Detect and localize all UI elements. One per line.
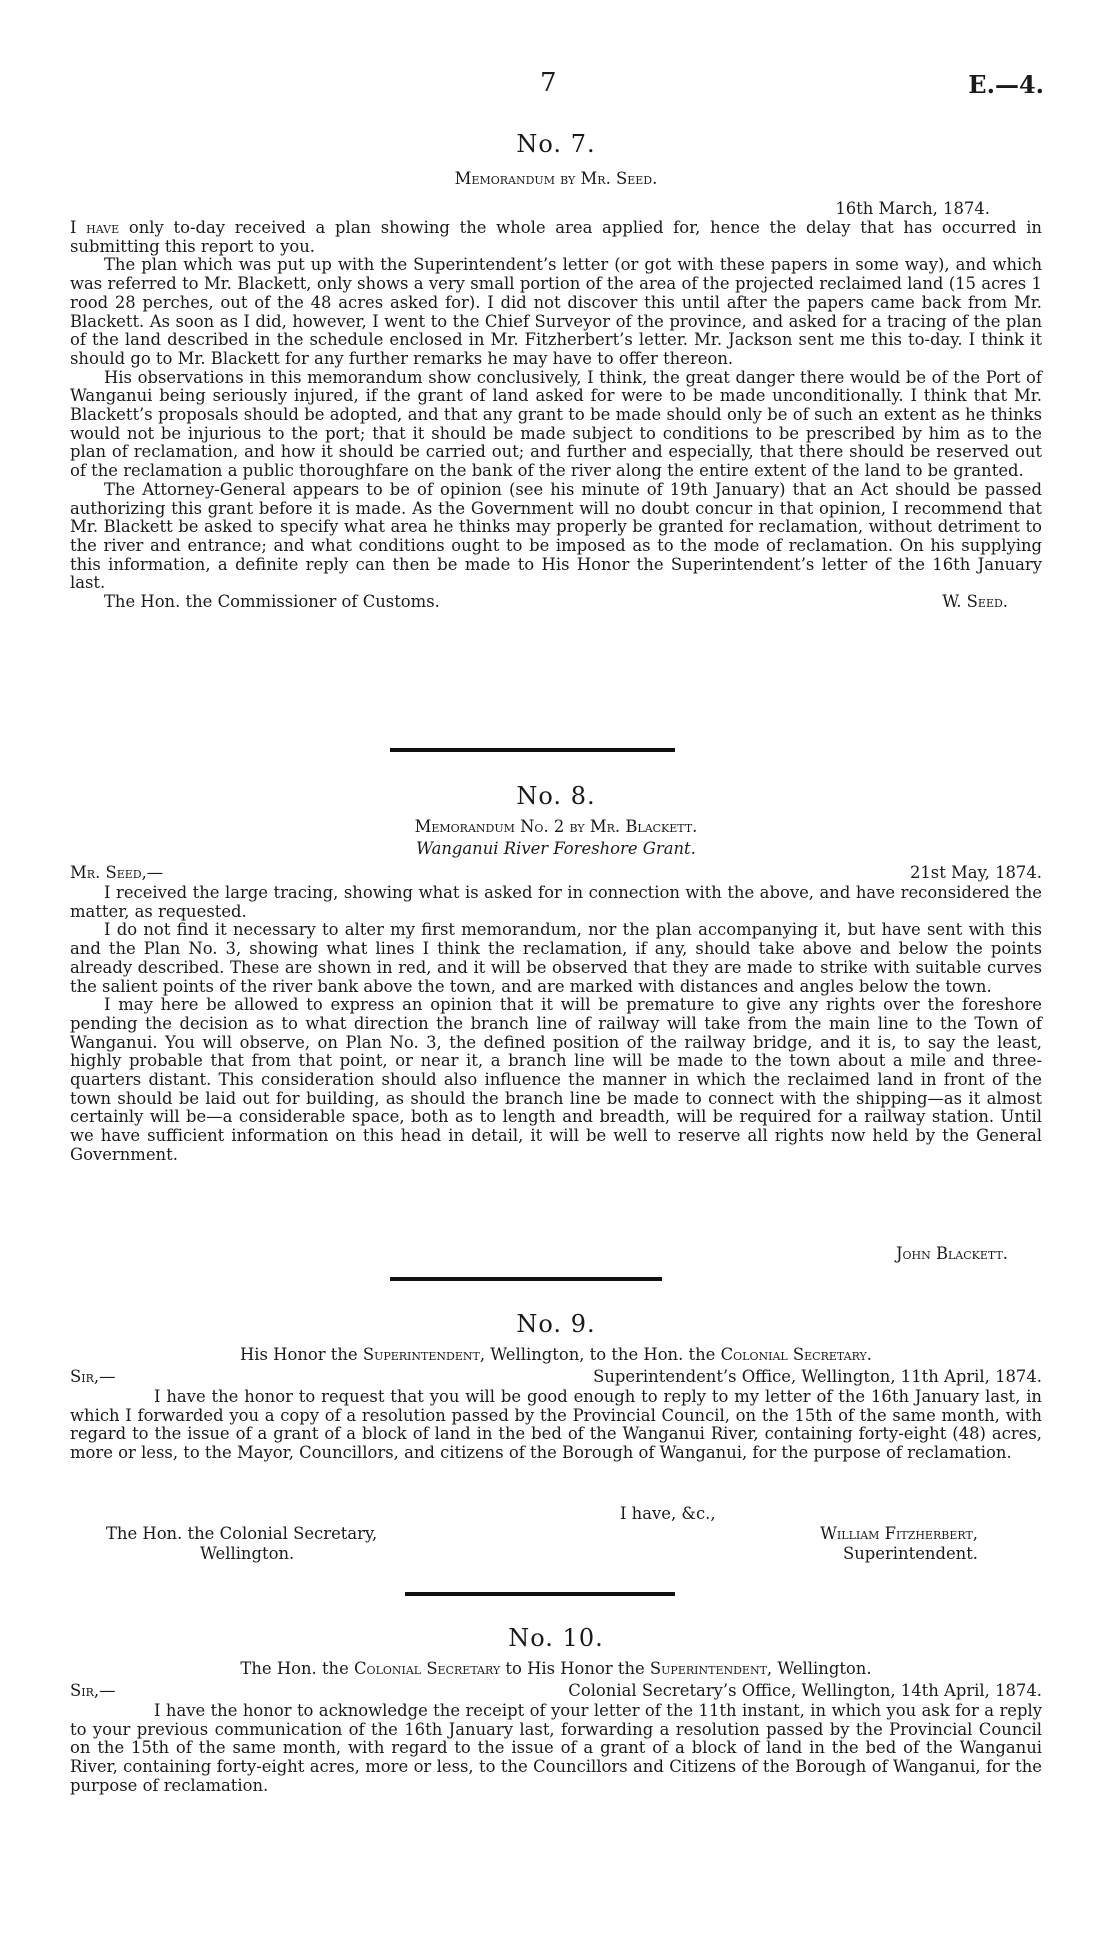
section-7-addressee: The Hon. the Commissioner of Customs. (104, 592, 440, 612)
section-divider (390, 1277, 662, 1281)
section-9-addressee-city: Wellington. (200, 1544, 295, 1563)
section-9-title-part: Colonial Secretary. (720, 1345, 872, 1364)
section-7-paragraph-3: His observations in this memorandum show conclusively, I think, the great danger there would be of the Port of Wanganui being seriously injured, if the grant of land asked for were to be made unconditionally. I think that Mr. Blackett’s proposals should be adopted, and that any grant to be made should only be of such an extent as he thinks would not be injurious to the port; that it should be made subject to conditions to be prescribed by him as to the plan of reclamation, and how it should be carried out; and further and especially, that there should be reserved out of the reclamation a public thoroughfare on the bank of the river along the entire extent of the land to be granted. (70, 367, 1042, 481)
section-10-title (70, 1660, 1042, 1679)
section-7-body (70, 219, 1042, 612)
section-9-closing: I have, &c., (620, 1504, 716, 1523)
document-code: E.—4. (968, 70, 1044, 99)
section-8-paragraph-1: I received the large tracing, showing what is asked for in connection with the above, and have reconsidered the matter, as requested. (70, 883, 1042, 921)
section-9-signature-name: William Fitzherbert, (820, 1524, 978, 1543)
section-10-body (70, 1702, 1042, 1796)
section-10-paragraph-1: I have the honor to acknowledge the receipt of your letter of the 11th instant, in which you ask for a reply to your previous communication of the 16th January last, forwarding a resolution passed by the Provincial Council on the 15th of the same month, with regard to the issue of a grant of a block of land in the bed of the Wanganui River, containing forty-eight acres, more or less, to the Councillors and Citizens of the Borough of Wanganui, for the purpose of reclamation. (70, 1701, 1042, 1795)
section-9-signature-title: Superintendent. (843, 1544, 978, 1563)
section-divider (405, 1592, 675, 1596)
section-10-title-part: Superintendent (649, 1659, 767, 1678)
section-10-number: No. 10. (508, 1624, 604, 1652)
section-9-salutation: Sir,— (70, 1367, 116, 1386)
section-9-signoff-row-2 (200, 1545, 978, 1564)
section-7-lead: I have (70, 218, 120, 237)
section-9-title-part: Superintendent (362, 1345, 480, 1364)
section-7-signature: W. Seed. (942, 592, 1008, 612)
section-7-title: Memorandum by Mr. Seed. (454, 169, 658, 188)
section-8-title: Memorandum No. 2 by Mr. Blackett. (414, 817, 698, 836)
section-8-date: 21st May, 1874. (909, 863, 1042, 882)
section-10-title-part: Colonial Secretary (354, 1659, 501, 1678)
section-9-place-date: Superintendent’s Office, Wellington, 11th April, 1874. (593, 1367, 1042, 1386)
section-9-paragraph-1: I have the honor to request that you will be good enough to reply to my letter of the 16th January last, in which I forwarded you a copy of a resolution passed by the Provincial Council, on the 15th of the same month, with regard to the issue of a grant of a block of land in the bed of the Wanganui River, containing forty-eight (48) acres, more or less, to the Mayor, Councillors, and citizens of the Borough of Wanganui, for the purpose of reclamation. (70, 1387, 1042, 1463)
section-8-signature: John Blackett. (895, 1244, 1008, 1263)
section-10-salutation: Sir,— (70, 1681, 116, 1700)
section-10-title-part: The Hon. the (240, 1659, 355, 1678)
section-7-paragraph-4: The Attorney-General appears to be of opinion (see his minute of 19th January) that an Act should be passed authorizing this grant before it is made. As the Government will no doubt concur in that opinion, I recommend that Mr. Blackett be asked to specify what area he thinks may properly be granted for reclamation, without detriment to the river and entrance; and what conditions ought to be imposed as to the mode of reclamation. On his supplying this information, a definite reply can then be made to His Honor the Superintendent’s letter of the 16th January last. (70, 479, 1042, 593)
section-8-number: No. 8. (516, 782, 596, 810)
section-9-addressee: The Hon. the Colonial Secretary, (106, 1524, 378, 1543)
section-10-title-part: to His Honor the (500, 1659, 650, 1678)
section-8-paragraph-3: I may here be allowed to express an opinion that it will be premature to give any rights over the foreshore pending the decision as to what direction the branch line of railway will take from the main line to the Town of Wanganui. You will observe, on Plan No. 3, the defined position of the railway bridge, and it is, to say the least, highly probable that from that point, or near it, a branch line will be made to the town about a mile and three-quarters distant. This consideration should also influence the manner in which the reclaimed land in front of the town should be laid out for building, as should the branch line be made to connect with the shipping—as it almost certainly will be—a considerable space, both as to length and breadth, will be required for a railway station. Until we have sufficient information on this head in detail, it will be well to reserve all rights now held by the General Government. (70, 995, 1042, 1164)
section-8-body (70, 884, 1042, 1165)
section-9-title-part: , Wellington, to the Hon. the (479, 1345, 721, 1364)
section-9-body (70, 1388, 1042, 1463)
page-number: 7 (540, 68, 557, 98)
section-10-place-date: Colonial Secretary’s Office, Wellington, 14th April, 1874. (568, 1681, 1042, 1700)
section-9-title-part: His Honor the (240, 1345, 363, 1364)
section-8-salutation-row (70, 864, 1102, 883)
section-8-paragraph-2: I do not find it necessary to alter my first memorandum, nor the plan accompanying it, but have sent with this and the Plan No. 3, showing what lines I think the reclamation, if any, should take above and below the points already described. These are shown in red, and it will be observed that they are made to strike with suitable curves the salient points of the river bank above the town, and are marked with distances and angles below the town. (70, 920, 1042, 996)
section-10-title-part: , Wellington. (766, 1659, 872, 1678)
section-7-paragraph-1: only to-day received a plan showing the whole area applied for, hence the delay that has occurred in submitting this report to you. (70, 218, 1042, 256)
section-8-subtitle: Wanganui River Foreshore Grant. (416, 839, 696, 858)
section-8-salutation: Mr. Seed,— (70, 863, 164, 882)
section-7-date: 16th March, 1874. (835, 199, 990, 218)
section-9-salutation-row (70, 1368, 1102, 1387)
section-7-number: No. 7. (516, 130, 596, 158)
section-9-signoff-row-1 (106, 1525, 978, 1544)
section-9-title (70, 1346, 1042, 1365)
section-9-number: No. 9. (516, 1310, 596, 1338)
section-7-paragraph-2: The plan which was put up with the Superintendent’s letter (or got with these papers in some way), and which was referred to Mr. Blackett, only shows a very small portion of the area of the projected reclaimed land (15 acres 1 rood 28 perches, out of the 48 acres asked for). I did not discover this until after the papers came back from Mr. Blackett. As soon as I did, however, I went to the Chief Surveyor of the province, and asked for a tracing of the plan of the land described in the schedule enclosed in Mr. Fitzherbert’s letter. Mr. Jackson sent me this to-day. I think it should go to Mr. Blackett for any further remarks he may have to offer thereon. (70, 255, 1042, 368)
section-divider (390, 748, 675, 752)
section-10-salutation-row (70, 1682, 1102, 1701)
